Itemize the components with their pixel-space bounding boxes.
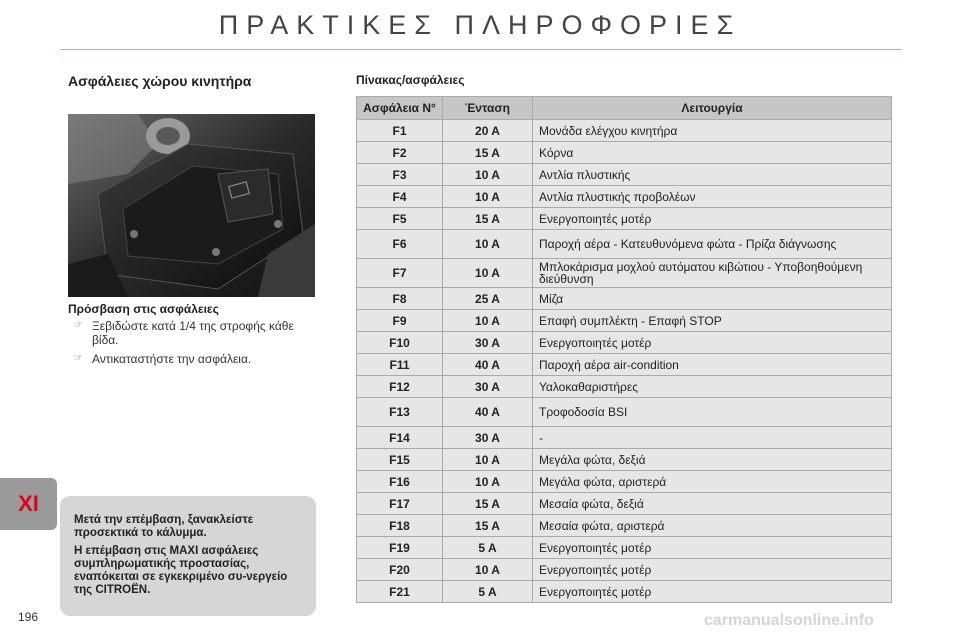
table-row	[357, 208, 892, 230]
fuse-id: F9	[357, 310, 443, 332]
table-row	[357, 376, 892, 398]
column-header-fuse: Ασφάλεια N°	[357, 97, 443, 120]
instruction-item	[68, 352, 318, 366]
table-row	[357, 142, 892, 164]
table-row	[357, 537, 892, 559]
fuse-amperage: 40 A	[443, 398, 533, 427]
table-row	[357, 559, 892, 581]
fuse-id: F16	[357, 471, 443, 493]
fuse-amperage: 10 A	[443, 186, 533, 208]
fuse-id: F20	[357, 559, 443, 581]
engine-bay-photo	[68, 114, 315, 297]
fuse-function: Αντλία πλυστικής προβολέων	[533, 186, 892, 208]
fuse-id: F19	[357, 537, 443, 559]
fuse-function: Τροφοδοσία BSI	[533, 398, 892, 427]
fuse-function: Ενεργοποιητές μοτέρ	[533, 332, 892, 354]
table-row	[357, 230, 892, 259]
fuse-amperage: 10 A	[443, 259, 533, 288]
fuse-id: F3	[357, 164, 443, 186]
table-row	[357, 288, 892, 310]
fuse-function: Ενεργοποιητές μοτέρ	[533, 559, 892, 581]
table-row	[357, 471, 892, 493]
instruction-list	[68, 319, 318, 371]
fuse-id: F15	[357, 449, 443, 471]
instruction-text: Ξεβιδώστε κατά 1/4 της στροφής κάθε βίδα.	[92, 319, 294, 347]
table-row	[357, 332, 892, 354]
fuse-id: F5	[357, 208, 443, 230]
table-row	[357, 259, 892, 288]
fuse-id: F2	[357, 142, 443, 164]
fuse-function: Μονάδα ελέγχου κινητήρα	[533, 120, 892, 142]
column-header-amperage: Ένταση	[443, 97, 533, 120]
fuse-function: Ενεργοποιητές μοτέρ	[533, 537, 892, 559]
fuse-amperage: 25 A	[443, 288, 533, 310]
fuse-amperage: 10 A	[443, 471, 533, 493]
table-row	[357, 515, 892, 537]
fuse-table	[356, 96, 892, 603]
fuse-amperage: 40 A	[443, 354, 533, 376]
fuse-function: Υαλοκαθαριστήρες	[533, 376, 892, 398]
page-number: 196	[18, 610, 39, 624]
table-row	[357, 310, 892, 332]
fuse-function: Κόρνα	[533, 142, 892, 164]
table-header-row	[357, 97, 892, 120]
pointing-hand-icon: ☞	[74, 320, 83, 331]
fuse-amperage: 30 A	[443, 376, 533, 398]
fuse-function: Μεσαία φώτα, δεξιά	[533, 493, 892, 515]
engine-fuse-box-illustration	[68, 114, 315, 297]
instruction-item	[68, 319, 318, 347]
fuse-id: F8	[357, 288, 443, 310]
fuse-amperage: 5 A	[443, 581, 533, 603]
chapter-tab-label: XI	[18, 491, 39, 516]
table-row	[357, 398, 892, 427]
watermark: carmanualsonline.info	[704, 612, 874, 629]
fuse-amperage: 15 A	[443, 515, 533, 537]
fuse-function: Ενεργοποιητές μοτέρ	[533, 208, 892, 230]
fuse-function: Ενεργοποιητές μοτέρ	[533, 581, 892, 603]
fuse-amperage: 10 A	[443, 449, 533, 471]
section-heading: Ασφάλειες χώρου κινητήρα	[68, 73, 252, 89]
fuse-function: Μεγάλα φώτα, δεξιά	[533, 449, 892, 471]
fuse-function: Παροχή αέρα air-condition	[533, 354, 892, 376]
column-header-function: Λειτουργία	[533, 97, 892, 120]
fuse-id: F6	[357, 230, 443, 259]
table-row	[357, 449, 892, 471]
fuse-id: F14	[357, 427, 443, 449]
table-row	[357, 493, 892, 515]
fuse-amperage: 5 A	[443, 537, 533, 559]
fuse-id: F13	[357, 398, 443, 427]
table-row	[357, 581, 892, 603]
notice-box	[60, 496, 316, 616]
fuse-amperage: 10 A	[443, 559, 533, 581]
fuse-id: F11	[357, 354, 443, 376]
fuse-function: Αντλία πλυστικής	[533, 164, 892, 186]
access-heading: Πρόσβαση στις ασφάλειες	[68, 302, 219, 316]
fuse-id: F18	[357, 515, 443, 537]
fuse-amperage: 15 A	[443, 142, 533, 164]
fuse-amperage: 20 A	[443, 120, 533, 142]
chapter-tab	[0, 478, 57, 530]
notice-paragraph: Μετά την επέμβαση, ξανακλείστε προσεκτικά το κάλυμμα.	[74, 514, 254, 539]
table-row	[357, 427, 892, 449]
fuse-id: F4	[357, 186, 443, 208]
fuse-id: F10	[357, 332, 443, 354]
fuse-amperage: 10 A	[443, 164, 533, 186]
table-row	[357, 186, 892, 208]
table-row	[357, 354, 892, 376]
pointing-hand-icon: ☞	[74, 353, 83, 364]
fuse-amperage: 30 A	[443, 427, 533, 449]
fuse-amperage: 15 A	[443, 493, 533, 515]
fuse-id: F17	[357, 493, 443, 515]
fuse-amperage: 15 A	[443, 208, 533, 230]
fuse-function: Μπλοκάρισμα μοχλού αυτόματου κιβώτιου - Υποβοηθούμενη διεύθυνση	[533, 259, 892, 288]
fuse-amperage: 10 A	[443, 310, 533, 332]
fuse-amperage: 30 A	[443, 332, 533, 354]
table-row	[357, 120, 892, 142]
title-divider	[60, 49, 902, 50]
fuse-function: Μεσαία φώτα, αριστερά	[533, 515, 892, 537]
fuse-function: -	[533, 427, 892, 449]
notice-paragraph: Η επέμβαση στις MAXI ασφάλειες συμπληρωματικής προστασίας, εναπόκειται σε εγκεκριμένο συ-νεργείο της CITROËN.	[74, 545, 288, 596]
fuse-function: Μεγάλα φώτα, αριστερά	[533, 471, 892, 493]
table-row	[357, 164, 892, 186]
fuse-function: Παροχή αέρα - Κατευθυνόμενα φώτα - Πρίζα διάγνωσης	[533, 230, 892, 259]
fuse-id: F7	[357, 259, 443, 288]
fuse-id: F21	[357, 581, 443, 603]
fuse-amperage: 10 A	[443, 230, 533, 259]
page-title: ΠΡΑΚΤΙΚΕΣ ΠΛΗΡΟΦΟΡΙΕΣ	[218, 10, 742, 40]
fuse-id: F1	[357, 120, 443, 142]
fuse-function: Επαφή συμπλέκτη - Επαφή STOP	[533, 310, 892, 332]
table-heading: Πίνακας/ασφάλειες	[356, 73, 465, 87]
fuse-function: Μίζα	[533, 288, 892, 310]
fuse-id: F12	[357, 376, 443, 398]
instruction-text: Αντικαταστήστε την ασφάλεια.	[92, 352, 252, 366]
